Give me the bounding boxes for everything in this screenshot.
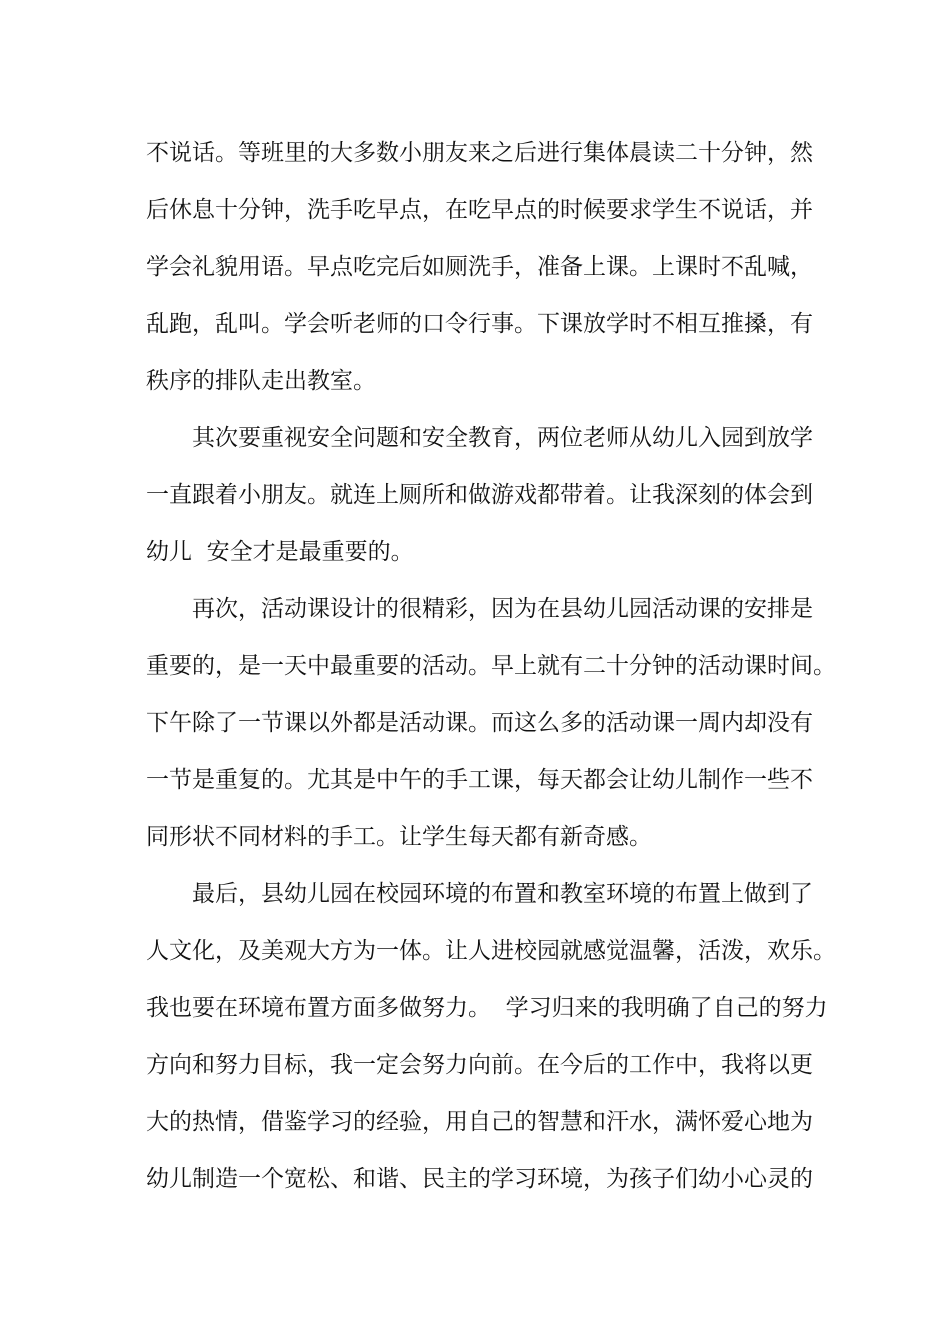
text-line: 乱跑，乱叫。学会听老师的口令行事。下课放学时不相互推搡，有 [146,311,813,337]
text-line: 不说话。等班里的大多数小朋友来之后进行集体晨读二十分钟，然 [146,140,813,166]
text-line: 学会礼貌用语。早点吃完后如厕洗手，准备上课。上课时不乱喊， [146,254,813,280]
paragraph-start-line: 再次，活动课设计的很精彩，因为在县幼儿园活动课的安排是 [192,596,813,622]
text-line: 幼儿 安全才是最重要的。 [146,539,414,565]
text-line: 方向和努力目标，我一定会努力向前。在今后的工作中，我将以更 [146,1052,813,1078]
text-line: 下午除了一节课以外都是活动课。而这么多的活动课一周内却没有 [146,710,813,736]
text-line: 一直跟着小朋友。就连上厕所和做游戏都带着。让我深刻的体会到 [146,482,813,508]
text-line: 同形状不同材料的手工。让学生每天都有新奇感。 [146,824,652,850]
text-line: 幼儿制造一个宽松、和谐、民主的学习环境，为孩子们幼小心灵的 [146,1166,813,1192]
text-line: 大的热情，借鉴学习的经验，用自己的智慧和汗水，满怀爱心地为 [146,1109,813,1135]
text-line: 重要的，是一天中最重要的活动。早上就有二十分钟的活动课时间。 [146,653,836,679]
text-line: 我也要在环境布置方面多做努力。 学习归来的我明确了自己的努力 [146,995,828,1021]
paragraph-start-line: 其次要重视安全问题和安全教育，两位老师从幼儿入园到放学 [192,425,813,451]
paragraph-start-line: 最后，县幼儿园在校园环境的布置和教室环境的布置上做到了 [192,881,813,907]
text-line: 后休息十分钟，洗手吃早点，在吃早点的时候要求学生不说话，并 [146,197,813,223]
text-line: 秩序的排队走出教室。 [146,368,376,394]
text-line: 人文化，及美观大方为一体。让人进校园就感觉温馨，活泼，欢乐。 [146,938,836,964]
text-line: 一节是重复的。尤其是中午的手工课，每天都会让幼儿制作一些不 [146,767,813,793]
